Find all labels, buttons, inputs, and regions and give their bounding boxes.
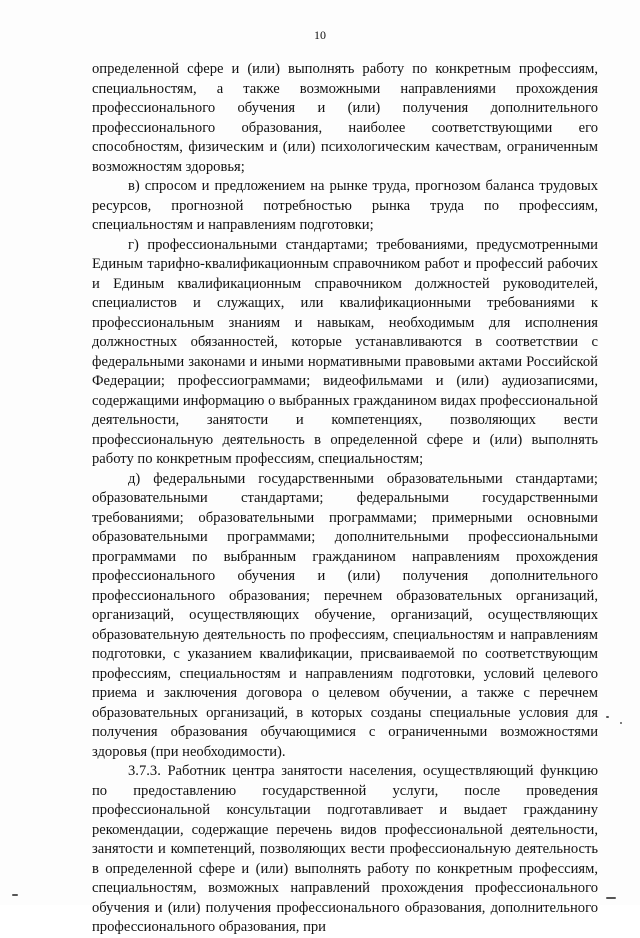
scan-artifact xyxy=(620,722,622,724)
paragraph-item-v: в) спросом и предложением на рынке труда, прогнозом баланса трудовых ресурсов, прогнозной потребностью рынка труда по профессиям, специальностям и направлениям подготовки; xyxy=(92,178,598,233)
scan-artifact xyxy=(606,716,609,718)
paragraph-item-d: д) федеральными государственными образовательными стандартами; образовательными стандартами; федеральными государственными требованиями; образовательными программами; примерными основными образовательными программами; дополнительными профессиональными программами по выбранным гражданином направлениям прохождения профессионального обучения и (или) получения дополнительного профессионального образования; перечнем образовательных организаций, организаций, осуществляющих обучение, организаций, осуществляющих образовательную деятельность по профессиям, специальностям и направлениям подготовки, с указанием квалификации, присваиваемой по соответствующим профессиям, специальностям и направлениям подготовки, условий целевого приема и заключения договора о целевом обучении, а также с перечнем образовательных организаций, в которых созданы специальные условия для получения образования обучающимися с ограниченными возможностями здоровья (при необходимости). xyxy=(92,470,598,760)
paragraph-item-g: г) профессиональными стандартами; требованиями, предусмотренными Единым тарифно-квалификационным справочником работ и профессий рабочих и Единым квалификационным справочником должностей руководителей, специалистов и служащих, или квалификационными требованиями к профессиональным знаниям и навыкам, необходимым для исполнения должностных обязанностей, которые устанавливаются в соответствии с федеральными законами и иными нормативными правовыми актами Российской Федерации; профессиограммами; видеофильмами и (или) аудиозаписями, содержащими информацию о выбранных гражданином видах профессиональной деятельности, занятости и компетенциях, позволяющих вести профессиональную деятельность в определенной сфере и (или) выполнять работу по конкретным профессиям, специальностям; xyxy=(92,236,598,467)
scan-artifact xyxy=(12,894,18,896)
scan-artifact xyxy=(606,897,616,899)
page-number: 10 xyxy=(314,28,326,42)
document-body xyxy=(92,60,598,938)
paragraph-continuation: определенной сфере и (или) выполнять работу по конкретным профессиям, специальностям, а также возможными направлениями прохождения профессионального обучения и (или) получения дополнительного профессионального образования, наиболее соответствующими его способностям, физическим и (или) психологическим качествам, ограниченным возможностям здоровья; xyxy=(92,61,598,175)
paragraph-section-3-7-3: 3.7.3. Работник центра занятости населения, осуществляющий функцию по предоставлению государственной услуги, после проведения профессиональной консультации подготавливает и выдает гражданину рекомендации, содержащие перечень видов профессиональной деятельности, занятости и компетенций, позволяющих вести профессиональную деятельность в определенной сфере и (или) выполнять работу по конкретным профессиям, специальностям, возможных направлений прохождения профессионального обучения и (или) получения профессионального образования, дополнительного профессионального образования, при xyxy=(92,763,598,935)
